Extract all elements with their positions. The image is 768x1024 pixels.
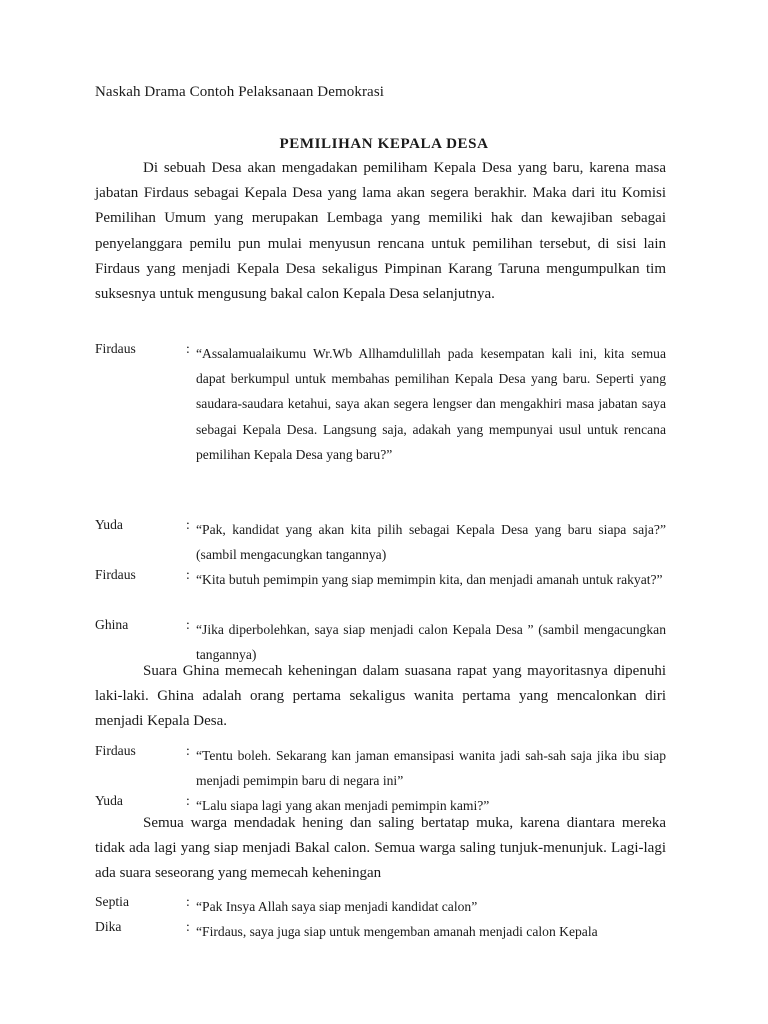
speaker-colon: :: [186, 919, 190, 934]
dialogue-line: [95, 341, 666, 467]
speaker-name: Firdaus: [95, 567, 136, 582]
speaker-name: Ghina: [95, 617, 129, 632]
dialogue-line: [95, 517, 666, 567]
dialogue-line: [95, 894, 666, 919]
dialogue-text: “Pak Insya Allah saya siap menjadi kandidat calon”: [196, 899, 478, 914]
dialogue-line: [95, 567, 666, 592]
section-heading: PEMILIHAN KEPALA DESA: [279, 136, 489, 152]
speaker-colon: :: [186, 517, 190, 532]
narration-paragraph: [95, 811, 666, 887]
speaker-colon: :: [186, 567, 190, 582]
speaker-name: Yuda: [95, 793, 123, 808]
speaker-name: Septia: [95, 894, 129, 909]
narration-text: Semua warga mendadak hening dan saling bertatap muka, karena diantara mereka tidak ada lagi yang siap menjadi Bakal calon. Semua warga saling tunjuk-menunjuk. Lagi-lagi ada suara seseorang yang memecah keheningan: [95, 815, 666, 882]
speaker-colon: :: [186, 793, 190, 808]
speaker-name: Firdaus: [95, 341, 136, 356]
dialogue-text: “Pak, kandidat yang akan kita pilih sebagai Kepala Desa yang baru siapa saja?” (sambil mengacungkan tangannya): [196, 522, 666, 563]
narration-text: Di sebuah Desa akan mengadakan pemiliham Kepala Desa yang baru, karena masa jabatan Firdaus sebagai Kepala Desa yang lama akan segera berakhir. Maka dari itu Komisi Pemilihan Umum yang merupakan Lembaga yang memiliki hak dan kewajiban sebagai penyelanggara pemilu pun mulai menyusun rencana untuk pemilihan tersebut, di sisi lain Firdaus yang menjadi Kepala Desa sekaligus Pimpinan Karang Taruna mengumpulkan tim suksesnya untuk mengusung bakal calon Kepala Desa selanjutnya.: [95, 160, 666, 303]
speaker-name: Dika: [95, 919, 122, 934]
speaker-colon: :: [186, 743, 190, 758]
speaker-colon: :: [186, 894, 190, 909]
document-title: Naskah Drama Contoh Pelaksanaan Demokrasi: [95, 84, 385, 100]
speaker-name: Yuda: [95, 517, 123, 532]
dialogue-text: “Firdaus, saya juga siap untuk mengemban amanah menjadi calon Kepala: [196, 924, 598, 939]
dialogue-text: “Kita butuh pemimpin yang siap memimpin kita, dan menjadi amanah untuk rakyat?”: [196, 572, 663, 587]
dialogue-text: “Assalamualaikumu Wr.Wb Allhamdulillah pada kesempatan kali ini, kita semua dapat berkumpul untuk membahas pemilihan Kepala Desa yang baru. Seperti yang saudara-saudara ketahui, saya akan segera lengser dan mengakhiri masa jabatan saya sebagai Kepala Desa. Langsung saja, adakah yang mempunyai usul untuk rencana pemilihan Kepala Desa yang baru?”: [196, 346, 666, 462]
narration-text: Suara Ghina memecah keheningan dalam suasana rapat yang mayoritasnya dipenuhi laki-laki. Ghina adalah orang pertama sekaligus wanita pertama yang mencalonkan diri menjadi Kepala Desa.: [95, 663, 666, 730]
speaker-colon: :: [186, 341, 190, 356]
dialogue-text: “Jika diperbolehkan, saya siap menjadi calon Kepala Desa ” (sambil mengacungkan tangannya): [196, 622, 666, 663]
narration-paragraph: [95, 156, 666, 307]
dialogue-line: [95, 919, 666, 944]
speaker-name: Firdaus: [95, 743, 136, 758]
narration-paragraph: [95, 659, 666, 735]
dialogue-text: “Tentu boleh. Sekarang kan jaman emansipasi wanita jadi sah-sah saja jika ibu siap menjadi pemimpin baru di negara ini”: [196, 748, 666, 789]
dialogue-line: [95, 743, 666, 793]
dialogue-text: “Lalu siapa lagi yang akan menjadi pemimpin kami?”: [196, 798, 490, 813]
speaker-colon: :: [186, 617, 190, 632]
